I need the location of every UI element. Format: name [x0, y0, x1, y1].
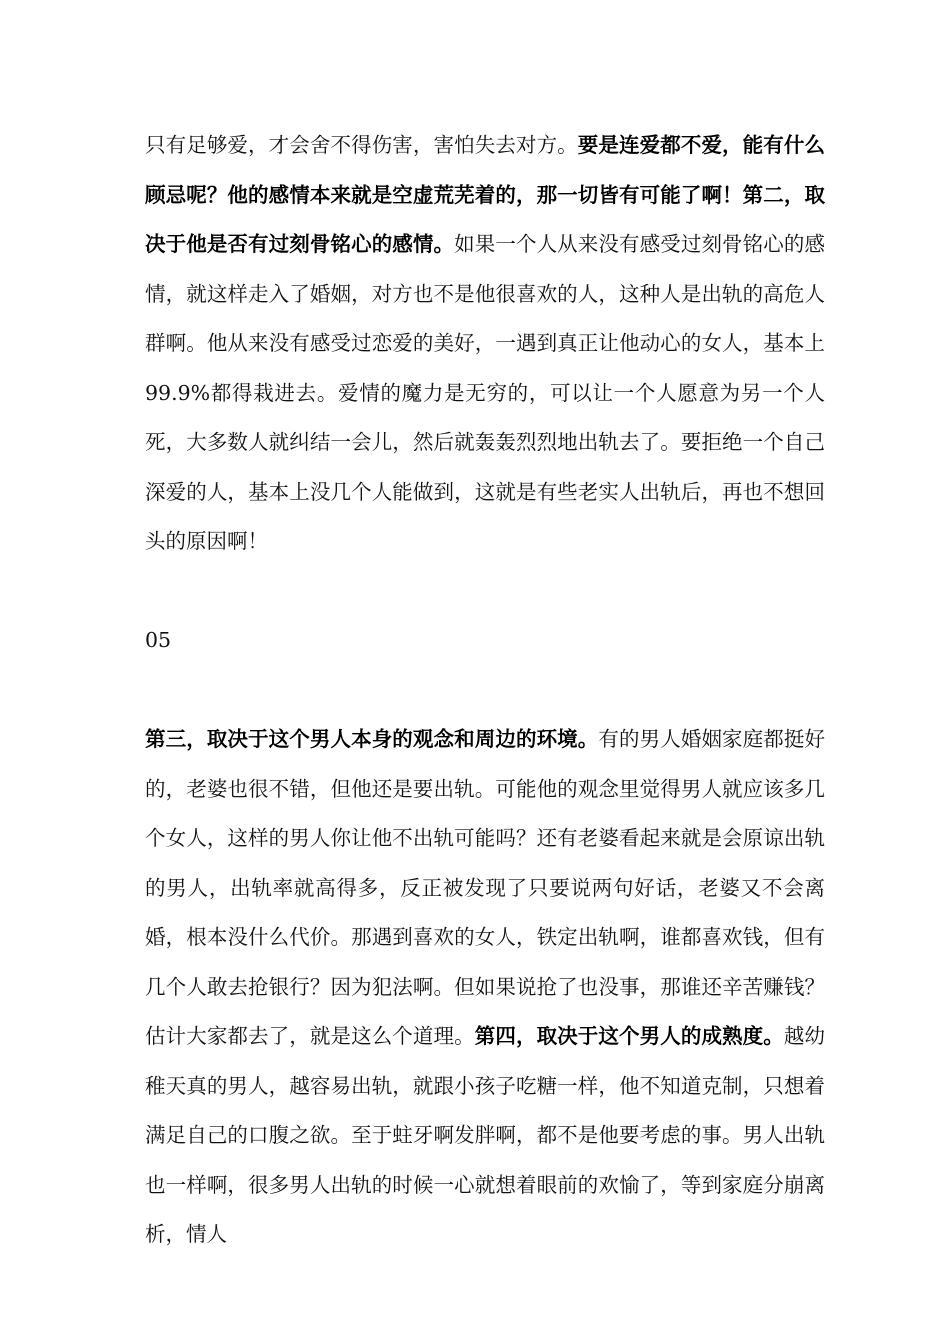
- paragraph-1: [145, 121, 825, 567]
- paragraph-1-bold-1: 要是连爱都不爱，能有什么顾忌呢？他的感情本来就是空虚荒芜着的，那一切皆有可能了啊！第二，取决于他是否有过刻骨铭心的感情。: [145, 133, 825, 256]
- paragraph-gap: [145, 666, 825, 716]
- paragraph-2-text-2: 越幼稚天真的男人，越容易出轨，就跟小孩子吃糖一样，他不知道克制，只想着满足自己的口腹之欲。至于蛀牙啊发胖啊，都不是他要考虑的事。男人出轨也一样啊，很多男人出轨的时候一心就想着眼前的欢愉了，等到家庭分崩离析，情人: [145, 1024, 825, 1246]
- paragraph-gap: [145, 567, 825, 617]
- section-number: 05: [145, 628, 172, 652]
- paragraph-2-text-1: 有的男人婚姻家庭都挺好的，老婆也很不错，但他还是要出轨。可能他的观念里觉得男人就应该多几个女人，这样的男人你让他不出轨可能吗？还有老婆看起来就是会原谅出轨的男人，出轨率就高得多，反正被发现了只要说两句好话，老婆又不会离婚，根本没什么代价。那遇到喜欢的女人，铁定出轨啊，谁都喜欢钱，但有几个人敢去抢银行？因为犯法啊。但如果说抢了也没事，那谁还辛苦赚钱？估计大家都去了，就是这么个道理。: [145, 727, 825, 1048]
- paragraph-1-text-1: 只有足够爱，才会舍不得伤害，害怕失去对方。: [145, 133, 578, 157]
- paragraph-1-text-2: 如果一个人从来没有感受过刻骨铭心的感情，就这样走入了婚姻，对方也不是他很喜欢的人，这种人是出轨的高危人群啊。他从来没有感受过恋爱的美好，一遇到真正让他动心的女人，基本上99.9%都得栽进去。爱情的魔力是无穷的，可以让一个人愿意为另一个人死，大多数人就纠结一会儿，然后就轰轰烈烈地出轨去了。要拒绝一个自己深爱的人，基本上没几个人能做到，这就是有些老实人出轨后，再也不想回头的原因啊！: [145, 232, 825, 553]
- paragraph-2-bold-1: 第三，取决于这个男人本身的观念和周边的环境。: [145, 727, 599, 751]
- document-page: [145, 121, 825, 1260]
- paragraph-2: [145, 715, 825, 1260]
- paragraph-2-bold-2: 第四，取决于这个男人的成熟度。: [474, 1024, 784, 1048]
